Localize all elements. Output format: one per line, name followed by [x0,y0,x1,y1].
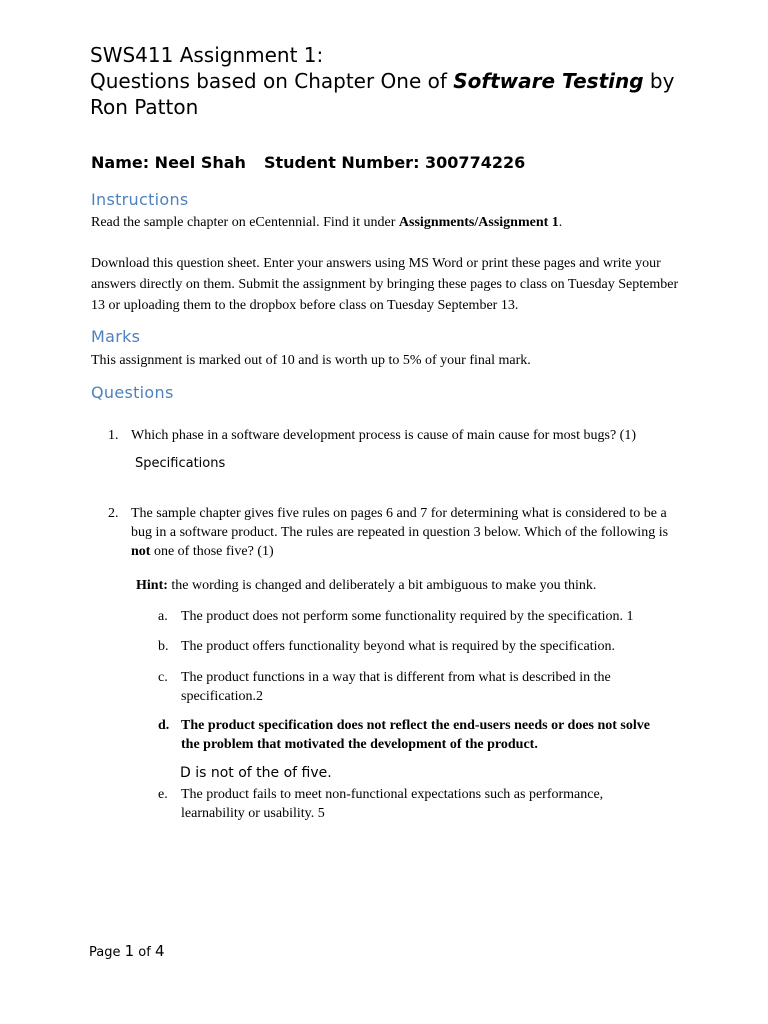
document-title [90,42,730,120]
page-footer [89,942,165,960]
title-line-2 [90,68,730,94]
instructions-p1-suffix: . [558,215,563,230]
hint-text: the wording is changed and deliberately a bit ambiguous to make you think. [167,578,597,593]
student-name: Name: Neel Shah [91,153,246,172]
title-prefix: Questions based on Chapter One of [90,69,454,93]
question-2-hint [136,576,596,595]
assignment-path: Assignments/Assignment 1 [398,215,559,230]
title-line-1: SWS411 Assignment 1: [90,43,324,67]
option-c-text: The product functions in a way that is different from what is described in the specification.2 [181,670,611,704]
option-b-text: The product offers functionality beyond what is required by the specification. [181,639,615,654]
marks-heading: Marks [91,327,141,346]
option-e-text: The product fails to meet non-functional expectations such as performance, learnability or usability. 5 [181,787,604,821]
question-1-text: Which phase in a software development process is cause of main cause for most bugs? (1) [131,428,637,443]
instructions-paragraph-1 [91,212,691,233]
option-a-text: The product does not perform some functionality required by the specification. 1 [181,609,634,624]
option-d-text: The product specification does not reflect the end-users needs or does not solve the problem that motivated the development of the product. [181,718,650,752]
question-1-number: 1. [108,428,119,443]
student-number: Student Number: 300774226 [263,153,526,172]
hint-label: Hint: [136,578,168,593]
option-a-letter: a. [158,609,168,624]
option-e-letter: e. [158,787,168,802]
instructions-p1-prefix: Read the sample chapter on eCentennial. Find it under [91,215,399,230]
instructions-paragraph-2: Download this question sheet. Enter your answers using MS Word or print these pages and write your answers directly on them. Submit the assignment by bringing these pages to class on Tuesday September 13 or uploading them to the dropbox before class on Tuesday September 13. [91,256,679,313]
page-total: 4 [154,942,165,960]
instructions-heading: Instructions [91,190,189,209]
question-2-text-prefix: The sample chapter gives five rules on pages 6 and 7 for determining what is considered to be a bug in a software product. The rules are repeated in question 3 below. Which of the following is [131,506,669,540]
student-info [91,153,525,172]
book-title: Software Testing [453,69,644,93]
page-of-label: of [134,945,155,960]
page-number: 1 [124,942,135,960]
question-2-text-suffix: one of those five? (1) [150,544,274,559]
question-2-text [131,504,679,561]
option-b-letter: b. [158,639,169,654]
question-1-answer: Specifications [135,456,226,471]
question-2-answer: D is not of the of five. [180,765,332,781]
question-2-not: not [131,544,151,559]
title-author: Ron Patton [90,95,199,119]
questions-heading: Questions [91,383,174,402]
option-d-letter: d. [158,718,170,733]
marks-paragraph: This assignment is marked out of 10 and is worth up to 5% of your final mark. [91,353,531,368]
question-2-number: 2. [108,506,119,521]
title-by: by [643,69,675,93]
page-label: Page [89,945,125,960]
option-c-letter: c. [158,670,168,685]
